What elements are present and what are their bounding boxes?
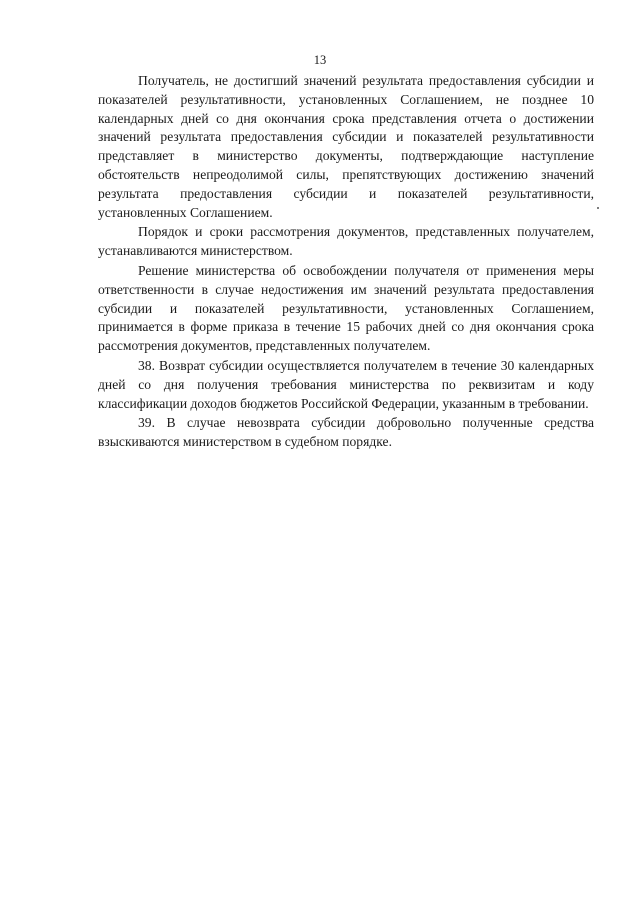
paragraph-recipient-obligation: Получатель, не достигший значений результата предоставления субсидии и показателей результативности, установленных Соглашением, не позднее 10 календарных дней со дня окончания срока представления отчета о достижении значений результата предоставления субсидии и показателей результативности представляет в министерство документы, подтверждающие наступление обстоятельств непреодолимой силы, препятствующих достижению значений результата предоставления субсидии и показателей результативности, установленных Соглашением. [98,73,594,220]
scan-speck [597,207,599,209]
paragraph-review-procedure: Порядок и сроки рассмотрения документов, представленных получателем, устанавливаются министерством. [98,224,594,259]
paragraph-item-39: 39. В случае невозврата субсидии добровольно полученные средства взыскиваются министерством в судебном порядке. [98,415,594,450]
paragraph-item-38: 38. Возврат субсидии осуществляется получателем в течение 30 календарных дней со дня получения требования министерства по реквизитам и коду классификации доходов бюджетов Российской Федерации, указанным в требовании. [98,357,594,411]
page-number: 13 [313,53,327,67]
document-body [98,72,594,452]
paragraph-exemption-decision: Решение министерства об освобождении получателя от применения меры ответственности в случае недостижения им значений результата предоставления субсидии и показателей результативности, установленных Соглашением, принимается в форме приказа в течение 15 рабочих дней со дня окончания срока рассмотрения документов, представленных получателем. [98,262,594,354]
